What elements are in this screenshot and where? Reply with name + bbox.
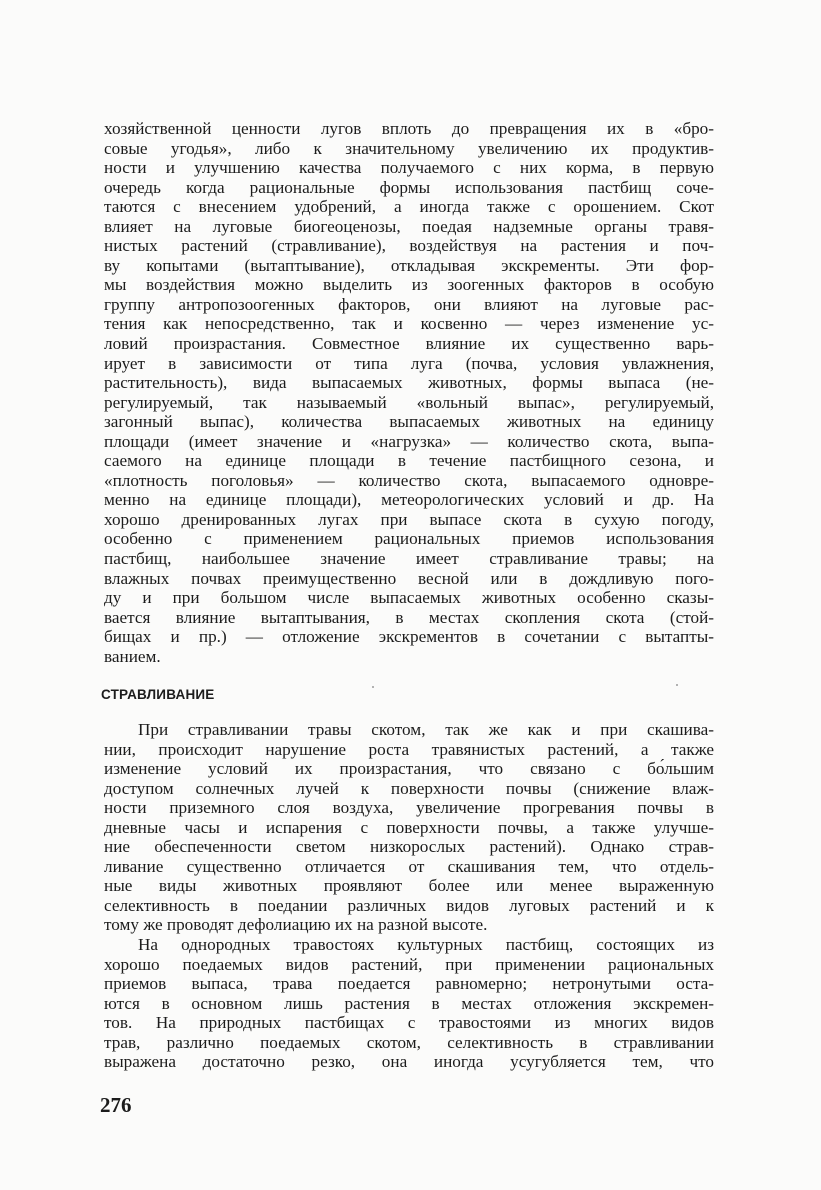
paragraph-2 [104, 720, 714, 935]
print-speck [372, 686, 374, 688]
text-line: совые угодья», либо к значительному увеличению их продуктив- [104, 138, 714, 158]
text-line: влияет на луговые биогеоценозы, поедая надземные органы травя- [104, 216, 714, 236]
text-line: ливание существенно отличается от скашивания тем, что отдель- [104, 856, 714, 876]
text-line: селективность в поедании различных видов луговых растений и к [104, 895, 714, 915]
text-line: ду и при большом числе выпасаемых животных особенно сказы- [104, 588, 714, 608]
text-line: трав, различно поедаемых скотом, селективность в стравливании [104, 1032, 714, 1052]
page-number: 276 [100, 1093, 132, 1117]
text-line: «плотность поголовья» — количество скота, выпасаемого одновре- [104, 470, 714, 490]
text-line: ирует в зависимости от типа луга (почва, условия увлажнения, [104, 353, 714, 373]
text-line: ются в основном лишь растения в местах отложения экскремен- [104, 993, 714, 1013]
text-line: группу антропозоогенных факторов, они влияют на луговые рас- [104, 294, 714, 314]
text-line: ловий произрастания. Совместное влияние их существенно варь- [104, 334, 714, 354]
text-line: бищах и пр.) — отложение экскрементов в сочетании с вытапты- [104, 627, 714, 647]
text-line: На однородных травостоях культурных пастбищ, состоящих из [138, 935, 714, 954]
text-line: очередь когда рациональные формы использования пастбищ соче- [104, 177, 714, 197]
text-line: хорошо поедаемых видов растений, при применении рациональных [104, 954, 714, 974]
text-line: тения как непосредственно, так и косвенно — через изменение ус- [104, 314, 714, 334]
text-line: растительность), вида выпасаемых животных, формы выпаса (не- [104, 373, 714, 393]
text-line: влажных почвах преимущественно весной или в дождливую пого- [104, 568, 714, 588]
print-speck [676, 684, 678, 686]
text-line: доступом солнечных лучей к поверхности почвы (снижение влаж- [104, 778, 714, 798]
text-line: дневные часы и испарения с поверхности почвы, а также улучше- [104, 817, 714, 837]
text-line: регулируемый, так называемый «вольный выпас», регулируемый, [104, 392, 714, 412]
text-line: изменение условий их произрастания, что связано с бо́льшим [104, 759, 714, 779]
text-line: При стравливании травы скотом, так же как и при скашива- [138, 720, 714, 739]
text-line: менно на единице площади), метеорологических условий и др. На [104, 490, 714, 510]
text-line: ные виды животных проявляют более или менее выраженную [104, 876, 714, 896]
text-line: нистых растений (стравливание), воздействуя на растения и поч- [104, 236, 714, 256]
text-line: особенно с применением рациональных приемов использования [104, 529, 714, 549]
text-line: вается влияние вытаптывания, в местах скопления скота (стой- [104, 607, 714, 627]
text-line: приемов выпаса, трава поедается равномерно; нетронутыми оста- [104, 974, 714, 994]
text-line: ние обеспеченности светом низкорослых растений). Однако страв- [104, 837, 714, 857]
text-line: ности и улучшению качества получаемого с них корма, в первую [104, 158, 714, 178]
text-line: ванием. [104, 646, 161, 666]
paragraph-3 [104, 935, 714, 1072]
text-line: тому же проводят дефолиацию их на разной высоте. [104, 915, 488, 935]
text-line: таются с внесением удобрений, а иногда также с орошением. Скот [104, 197, 714, 217]
text-line: хозяйственной ценности лугов вплоть до превращения их в «бро- [104, 119, 714, 138]
text-line: пастбищ, наибольшее значение имеет стравливание травы; на [104, 549, 714, 569]
text-line: загонный выпас), количества выпасаемых животных на единицу [104, 412, 714, 432]
text-line: ву копытами (вытаптывание), откладывая экскременты. Эти фор- [104, 255, 714, 275]
text-line: площади (имеет значение и «нагрузка» — количество скота, выпа- [104, 431, 714, 451]
text-line: выражена достаточно резко, она иногда усугубляется тем, что [104, 1052, 714, 1072]
text-line: нии, происходит нарушение роста травянистых растений, а также [104, 739, 714, 759]
paragraph-1 [104, 119, 714, 666]
section-heading: СТРАВЛИВАНИЕ [101, 687, 215, 702]
text-line: саемого на единице площади в течение пастбищного сезона, и [104, 451, 714, 471]
text-line: хорошо дренированных лугах при выпасе скота в сухую погоду, [104, 509, 714, 529]
text-line: мы воздействия можно выделить из зоогенных факторов в особую [104, 275, 714, 295]
text-line: ности приземного слоя воздуха, увеличение прогревания почвы в [104, 798, 714, 818]
text-line: тов. На природных пастбищах с травостоями из многих видов [104, 1013, 714, 1033]
